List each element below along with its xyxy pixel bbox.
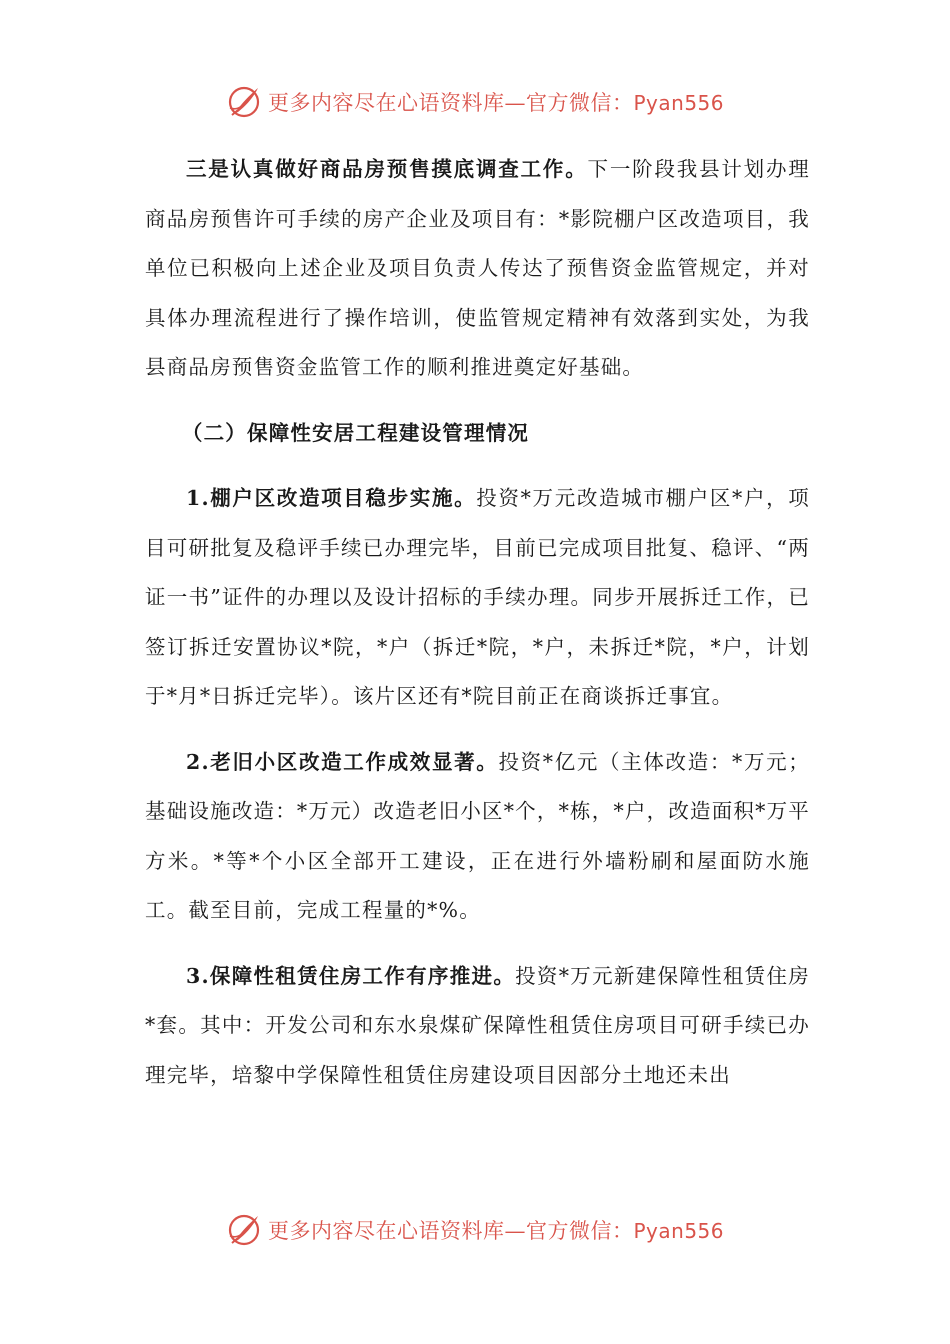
item-old-community-renovation bbox=[145, 738, 810, 936]
banner-text-cn: 更多内容尽在心语资料库—官方微信： bbox=[267, 1219, 634, 1243]
banner-wechat-id: Pyan556 bbox=[633, 91, 724, 115]
banner-text-cn: 更多内容尽在心语资料库—官方微信： bbox=[267, 91, 634, 115]
item-lead: 1.棚户区改造项目稳步实施。 bbox=[186, 486, 477, 510]
banner-text bbox=[268, 87, 724, 117]
paragraph-presale-survey bbox=[145, 145, 810, 393]
item-body: 投资*万元改造城市棚户区*户，项目可研批复及稳评手续已办理完毕，目前已完成项目批复、稳评、“两证一书”证件的办理以及设计招标的手续办理。同步开展拆迁工作，已签订拆迁安置协议*院，*户（拆迁*院，*户，未拆迁*院，*户，计划于*月*日拆迁完毕）。该片区还有*院目前正在商谈拆迁事宜。 bbox=[145, 486, 810, 708]
footer-banner bbox=[0, 1208, 950, 1252]
document-body bbox=[145, 145, 810, 1100]
quill-logo-icon bbox=[226, 1212, 262, 1248]
item-body: 投资*万元新建保障性租赁住房*套。其中：开发公司和东水泉煤矿保障性租赁住房项目可研手续已办理完毕，培黎中学保障性租赁住房建设项目因部分土地还未出 bbox=[145, 963, 810, 1087]
header-banner bbox=[0, 80, 950, 124]
item-rental-housing bbox=[145, 952, 810, 1101]
banner-wechat-id: Pyan556 bbox=[633, 1219, 724, 1243]
quill-logo-icon bbox=[226, 84, 262, 120]
section-heading: （二）保障性安居工程建设管理情况 bbox=[181, 420, 530, 445]
item-shantytown-renovation bbox=[145, 474, 810, 722]
item-lead: 2.老旧小区改造工作成效显著。 bbox=[186, 749, 499, 774]
paragraph-lead: 三是认真做好商品房预售摸底调查工作。 bbox=[186, 157, 588, 181]
item-body: 投资*亿元（主体改造：*万元；基础设施改造：*万元）改造老旧小区*个，*栋，*户，改造面积*万平方米。*等*个小区全部开工建设，正在进行外墙粉刷和屋面防水施工。截至目前，完成工程量的*%。 bbox=[145, 749, 810, 922]
paragraph-body: 下一阶段我县计划办理商品房预售许可手续的房产企业及项目有：*影院棚户区改造项目，我单位已积极向上述企业及项目负责人传达了预售资金监管规定，并对具体办理流程进行了操作培训，使监管规定精神有效落到实处，为我县商品房预售资金监管工作的顺利推进奠定好基础。 bbox=[145, 157, 810, 379]
banner-text bbox=[268, 1215, 724, 1245]
item-lead: 3.保障性租赁住房工作有序推进。 bbox=[186, 963, 516, 988]
